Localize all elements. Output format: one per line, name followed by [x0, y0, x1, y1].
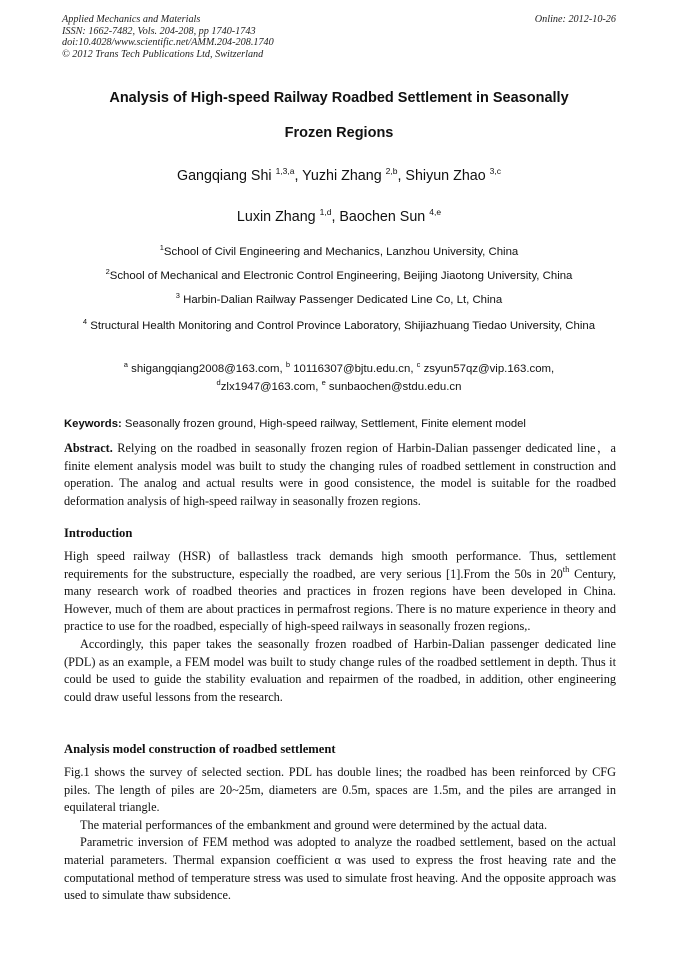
author-emails: $^a$ shigangqiang2008@163.com, $^b$ 10116307@bjtu.edu.cn, $^c$ zsyun57qz@vip.163.com, $^d$zlx1947@163.com, $^e$ sunbaochen@stdu.edu.cn — [123, 360, 555, 393]
affiliation-3 — [60, 292, 618, 309]
paper-title-line-1: Analysis of High-speed Railway Roadbed Settlement in Seasonally — [109, 90, 569, 106]
journal-header — [62, 14, 616, 60]
copyright-line: © 2012 Trans Tech Publications Ltd, Switzerland — [62, 48, 264, 60]
author-affiliation-mark: 2,b — [385, 166, 398, 176]
introduction-paragraph: High speed railway (HSR) of ballastless track demands high smooth performance. Thus, settlement requirements for the substructure, especially the roadbed, are very serious [1].From the 50s in 20th Century, many research work of roadbed theories and practices in frozen regions have been developed in China. However, much of them are about practices in permafrost regions. There is no mature experience in theory and practice to use for the roadbed, especially of high-speed railways in seasonally frozen regions,. — [64, 549, 616, 634]
author-affiliation-mark: 1,d — [319, 207, 332, 217]
abstract-text: Relying on the roadbed in seasonally frozen region of Harbin-Dalian passenger dedicated line，a finite element analysis model was built to study the changing rules of roadbed settlement in construction and operation. The analog and actual results were in good consistence, the model is suitable for the roadbed deformation analysis of high-speed railway in seasonally frozen regions. — [64, 441, 616, 508]
keywords — [64, 418, 616, 430]
affiliation-2 — [60, 268, 618, 285]
section-heading-introduction: Introduction — [64, 526, 133, 540]
introduction-paragraph: Accordingly, this paper takes the seasonally frozen roadbed of Harbin-Dalian passenger dedicated line (PDL) as an example, a FEM model was built to study change rules of the roadbed settlement in depth. Thus it could be used to guide the stability evaluation and repairmen of the roadbed, in addition, other engineering could draw useful lessons from the research. — [64, 636, 616, 704]
introduction-body — [64, 548, 616, 706]
keywords-label: Keywords: — [64, 418, 122, 430]
affiliation-mark: 1 — [159, 243, 164, 252]
analysis-body — [64, 764, 616, 905]
affiliation-text: Harbin-Dalian Railway Passenger Dedicated Line Co, Lt, China — [179, 294, 503, 306]
author-line-2: Luxin Zhang $^{1,d}$, Baochen Sun $^{4,e}$ — [236, 207, 442, 225]
online-date: Online: 2012-10-26 — [534, 14, 616, 25]
email-b: 10116307@bjtu.edu.cn — [293, 363, 411, 375]
email-d: zlx1947@163.com — [220, 381, 316, 393]
email-c: zsyun57qz@vip.163.com — [423, 363, 552, 375]
author-affiliation-mark: 4,e — [429, 207, 442, 217]
affiliation-mark: 3 — [175, 291, 180, 300]
affiliation-1 — [60, 244, 618, 261]
affiliation-text: Structural Health Monitoring and Control Province Laboratory, Shijiazhuang Tiedao University, China — [87, 320, 596, 332]
author-name: Baochen Sun — [339, 209, 426, 225]
issn-line: ISSN: 1662-7482, Vols. 204-208, pp 1740-1743 — [62, 25, 256, 37]
paper-title-line-2: Frozen Regions — [284, 125, 394, 141]
author-name: Shiyun Zhao — [405, 168, 486, 184]
author-name: Luxin Zhang — [236, 209, 316, 225]
analysis-paragraph: Parametric inversion of FEM method was adopted to analyze the roadbed settlement, based on the actual material parameters. Thermal expansion coefficient α was used to express the frost heaving rate and the computational method of temperature stress was used to simulate frost heaving. And the opposite approach was used to simulate thaw subsidence. — [64, 835, 616, 903]
analysis-paragraph: The material performances of the embankment and ground were determined by the actual data. — [80, 817, 548, 832]
affiliation-text: School of Mechanical and Electronic Control Engineering, Beijing Jiaotong University, China — [109, 270, 573, 282]
author-name: Yuzhi Zhang — [302, 168, 382, 184]
doi-line: doi:10.4028/www.scientific.net/AMM.204-208.1740 — [62, 37, 274, 49]
abstract — [64, 440, 616, 510]
abstract-label: Abstract. — [64, 441, 113, 455]
author-name: Gangqiang Shi — [176, 168, 272, 184]
email-a: shigangqiang2008@163.com — [131, 363, 280, 375]
analysis-paragraph: Fig.1 shows the survey of selected section. PDL has double lines; the roadbed has been reinforced by CFG piles. The length of piles are 20~25m, diameters are 0.5m, spaces are 1.5m, and the piles are arranged in equilateral triangle. — [64, 765, 616, 815]
section-heading-analysis: Analysis model construction of roadbed settlement — [64, 742, 336, 756]
author-affiliation-mark: 3,c — [489, 166, 502, 176]
journal-name: Applied Mechanics and Materials — [62, 14, 201, 25]
author-affiliation-mark: 1,3,a — [275, 166, 295, 176]
affiliation-4 — [60, 318, 618, 335]
email-e: sunbaochen@stdu.edu.cn — [328, 381, 462, 393]
keywords-text: Seasonally frozen ground, High-speed railway, Settlement, Finite element model — [121, 418, 526, 430]
affiliation-mark: 4 — [82, 317, 88, 326]
author-line-1: Gangqiang Shi $^{1,3,a}$, Yuzhi Zhang $^{2,b}$, Shiyun Zhao $^{3,c}$ — [176, 166, 502, 184]
affiliation-text: School of Civil Engineering and Mechanics, Lanzhou University, China — [163, 246, 519, 258]
affiliation-mark: 2 — [105, 267, 110, 276]
